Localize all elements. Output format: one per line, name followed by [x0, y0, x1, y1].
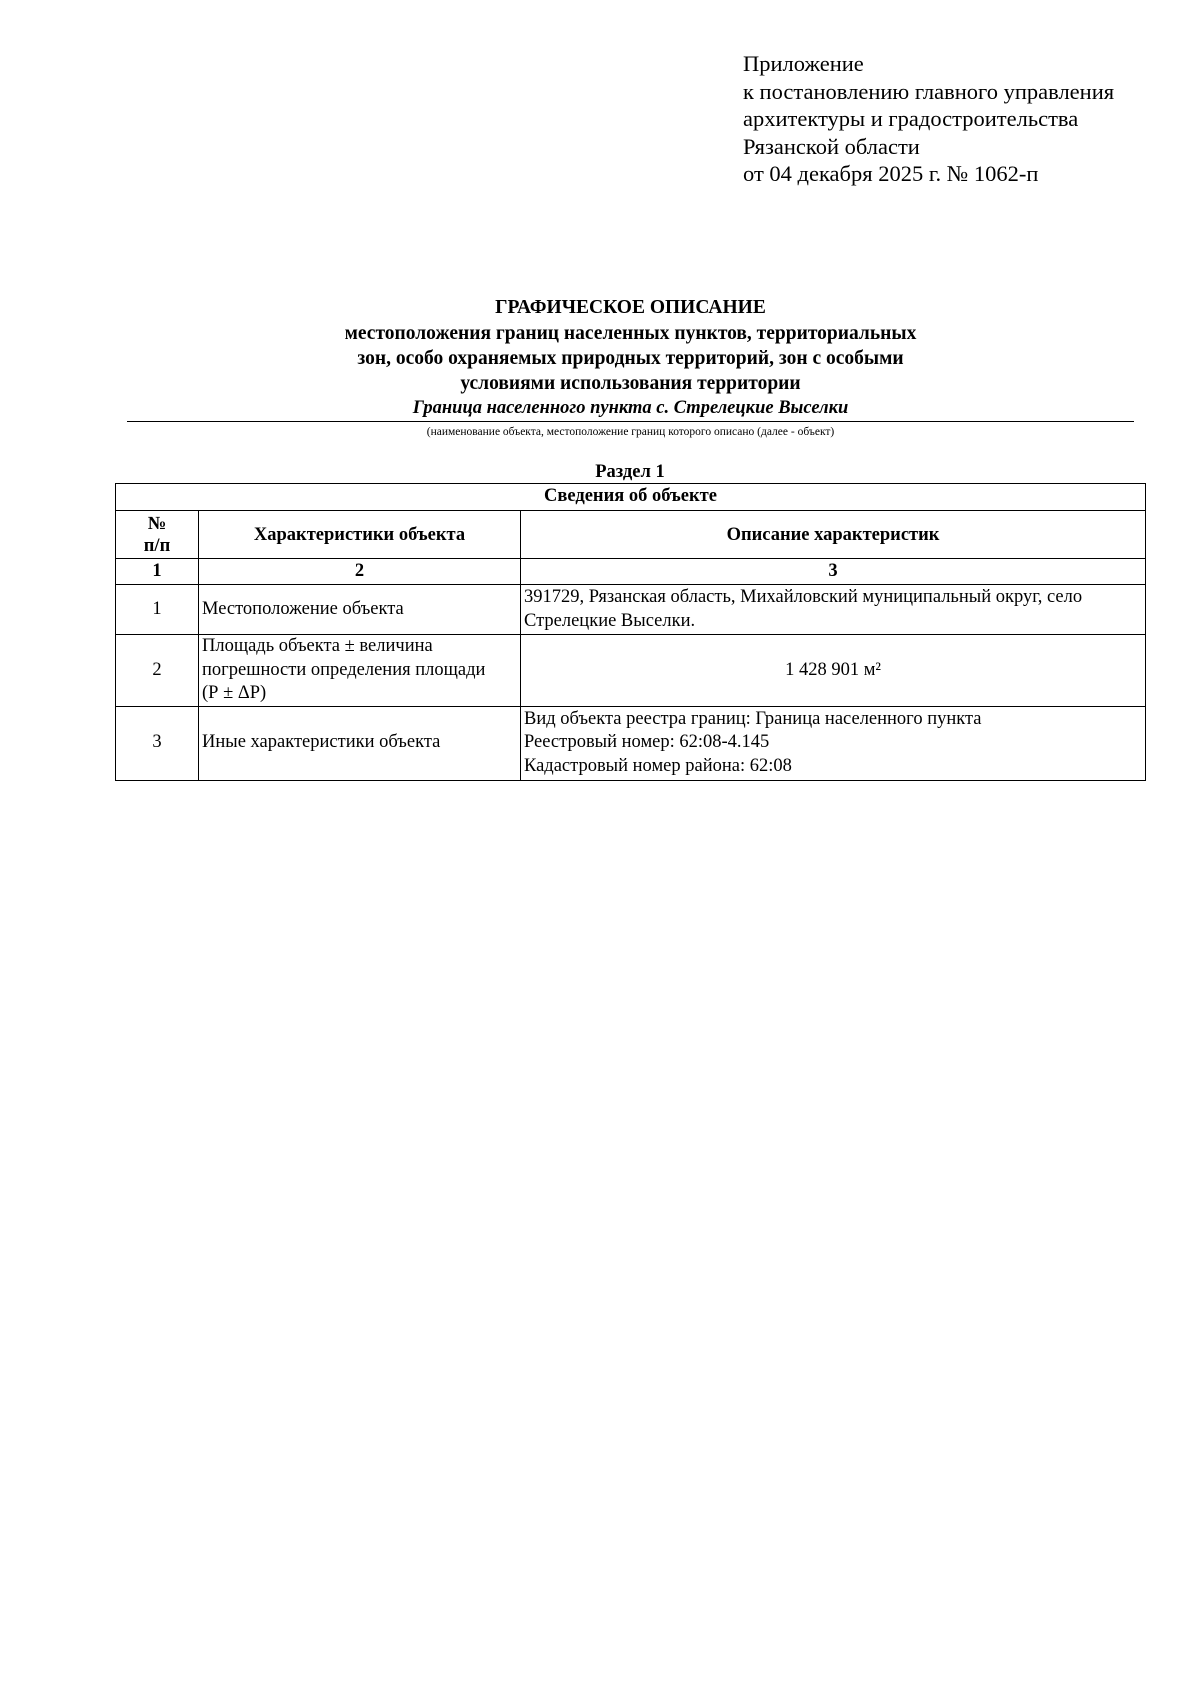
- appendix-block: [743, 50, 1114, 188]
- table-row: [116, 706, 1146, 780]
- table-row: [116, 635, 1146, 707]
- row-description: [521, 585, 1146, 635]
- row-description: [521, 706, 1146, 780]
- characteristic-line: Площадь объекта ± величина: [202, 636, 433, 656]
- column-number: 1: [116, 559, 199, 585]
- column-number: 2: [199, 559, 521, 585]
- header-number: [116, 511, 199, 559]
- appendix-line: к постановлению главного управления: [743, 78, 1115, 104]
- description-line: 1 428 901 м²: [785, 659, 881, 680]
- description-line: Кадастровый номер района: 62:08: [524, 755, 792, 776]
- object-info-table: [115, 483, 1146, 781]
- row-characteristic: [199, 585, 521, 635]
- description-line: 391729, Рязанская область, Михайловский муниципальный округ, село: [524, 587, 1083, 607]
- appendix-line: Рязанской области: [743, 133, 920, 159]
- appendix-line: от 04 декабря 2025 г. № 1062-п: [743, 161, 1039, 186]
- header-characteristic: Характеристики объекта: [199, 511, 521, 559]
- appendix-line: архитектуры и градостроительства: [743, 106, 1079, 131]
- row-characteristic: [199, 635, 521, 707]
- object-name: Граница населенного пункта с. Стрелецкие Выселки: [127, 396, 1134, 422]
- description-line: Стрелецкие Выселки.: [524, 610, 696, 631]
- header-description: Описание характеристик: [521, 511, 1146, 559]
- table-row: [116, 585, 1146, 635]
- row-description: [521, 635, 1146, 707]
- table-caption: Сведения об объекте: [116, 484, 1146, 511]
- column-number: 3: [521, 559, 1146, 585]
- row-number: 2: [116, 635, 199, 707]
- characteristic-line: погрешности определения площади: [202, 659, 486, 680]
- header-number-text: № п/п: [143, 513, 171, 556]
- title-block: [127, 295, 1134, 441]
- document-title: ГРАФИЧЕСКОЕ ОПИСАНИЕ: [495, 297, 766, 318]
- document-subtitle-line: местоположения границ населенных пунктов, территориальных: [344, 323, 917, 344]
- characteristic-line: Местоположение объекта: [202, 598, 404, 619]
- row-characteristic: [199, 706, 521, 780]
- characteristic-line: (Р ± ΔР): [202, 683, 267, 703]
- row-number: 1: [116, 585, 199, 635]
- document-subtitle-line: зон, особо охраняемых природных территорий, зон с особыми: [357, 348, 904, 369]
- appendix-line: Приложение: [743, 51, 864, 76]
- description-line: Вид объекта реестра границ: Граница населенного пункта: [524, 708, 982, 729]
- document-subtitle-line: условиями использования территории: [460, 373, 801, 394]
- row-number: 3: [116, 706, 199, 780]
- characteristic-line: Иные характеристики объекта: [202, 732, 441, 753]
- object-caption: (наименование объекта, местоположение границ которого описано (далее - объект): [426, 426, 835, 438]
- section-title: Раздел 1: [595, 462, 665, 482]
- description-line: Реестровый номер: 62:08-4.145: [524, 732, 770, 753]
